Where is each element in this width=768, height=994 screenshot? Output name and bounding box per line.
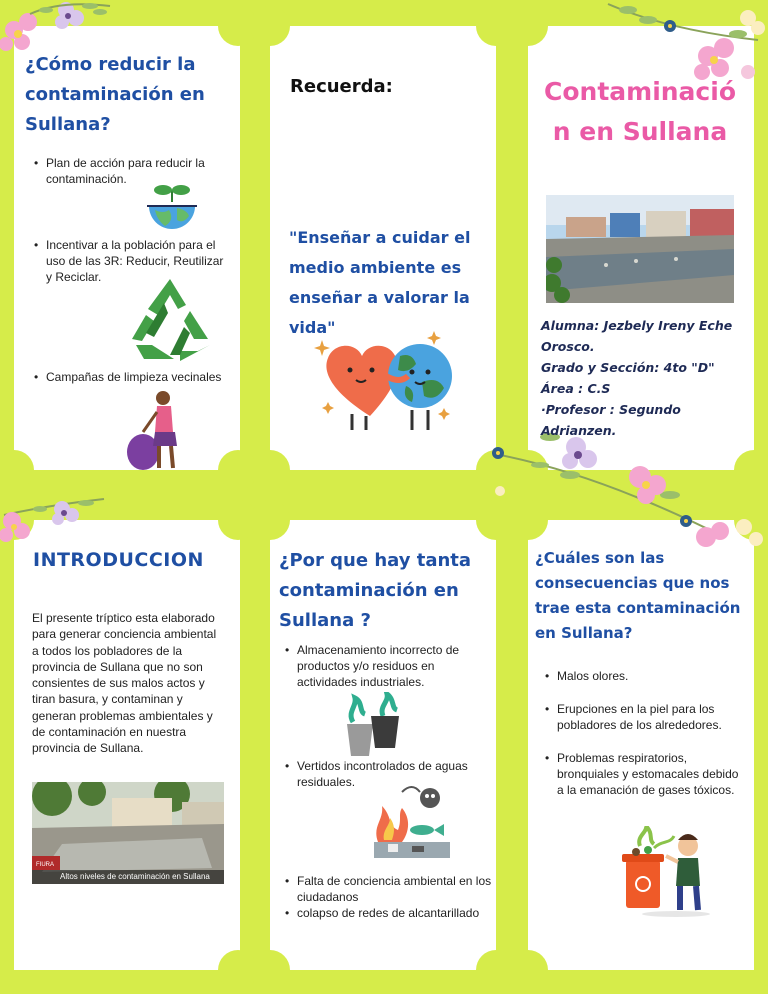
why-list-3 xyxy=(283,873,493,921)
grade-section: Grado y Sección: 4to "D" xyxy=(541,360,715,375)
consequences-list xyxy=(543,668,743,798)
reduce-title: ¿Cómo reducir la contaminación en Sullana? xyxy=(25,54,205,135)
street-photo xyxy=(32,782,224,884)
earth-sprout-icon xyxy=(145,180,200,235)
photo-tag: FIURA xyxy=(36,862,54,868)
reduce-item: • Incentivar a la población para el uso de las 3R: Reducir, Reutilizar y Reciclar. xyxy=(32,237,224,285)
smoking-bins-icon xyxy=(343,692,405,758)
boy-smelling-trash-icon xyxy=(618,826,714,918)
why-item: • Vertidos incontrolados de aguas residuales. xyxy=(283,758,483,790)
waste-dump-icon xyxy=(372,782,452,860)
photo-caption: Altos niveles de contaminación en Sullana xyxy=(32,870,224,884)
remember-quote: "Enseñar a cuidar el medio ambiente es enseñar a valorar la vida" xyxy=(289,228,471,337)
reduce-item: • Plan de acción para reducir la contaminación. xyxy=(32,155,222,187)
flower-decoration-middle-left xyxy=(0,495,110,555)
introduction-title: INTRODUCCION xyxy=(33,549,204,571)
consequence-item: • Malos olores. xyxy=(543,668,743,684)
consequences-title: ¿Cuáles son las consecuencias que nos trae esta contaminación en Sullana? xyxy=(535,549,741,642)
why-item: • colapso de redes de alcantarillado xyxy=(283,905,493,921)
consequence-item: • Erupciones en la piel para los pobladores de los alrededores. xyxy=(543,701,743,733)
student-info xyxy=(541,315,756,441)
introduction-body: El presente tríptico esta elaborado para generar conciencia ambiental a todos los pobladores de la provincia de Sullana que no son consientes de sus malos actos y tiran basura, y contaminan y generan problemas ambientales y de contaminación en nuestra provincia de Sullana. xyxy=(32,611,217,756)
reduce-item: • Campañas de limpieza vecinales xyxy=(32,369,224,385)
why-list xyxy=(283,642,483,690)
remember-title: Recuerda: xyxy=(290,76,393,97)
recycle-icon xyxy=(124,275,216,363)
teacher: ·Profesor : Segundo Adrianzen. xyxy=(541,402,681,438)
area: Área : C.S xyxy=(541,381,611,396)
heart-earth-hug-illustration xyxy=(312,326,462,436)
consequence-item: • Problemas respiratorios, bronquiales y estomacales debido a la emanación de gases tóxicos. xyxy=(543,750,743,798)
reduce-list-3 xyxy=(32,369,224,385)
why-title: ¿Por que hay tanta contaminación en Sullana ? xyxy=(279,550,472,631)
student-name: Alumna: Jezbely Ireny Eche Orosco. xyxy=(541,318,733,354)
cleanup-person-icon xyxy=(125,388,185,472)
why-item: • Falta de conciencia ambiental en los ciudadanos xyxy=(283,873,493,905)
polluted-canal-photo xyxy=(546,195,734,303)
why-item: • Almacenamiento incorrecto de productos y/o residuos en actividades industriales. xyxy=(283,642,483,690)
cover-title: Contaminación en Sullana xyxy=(544,77,736,146)
